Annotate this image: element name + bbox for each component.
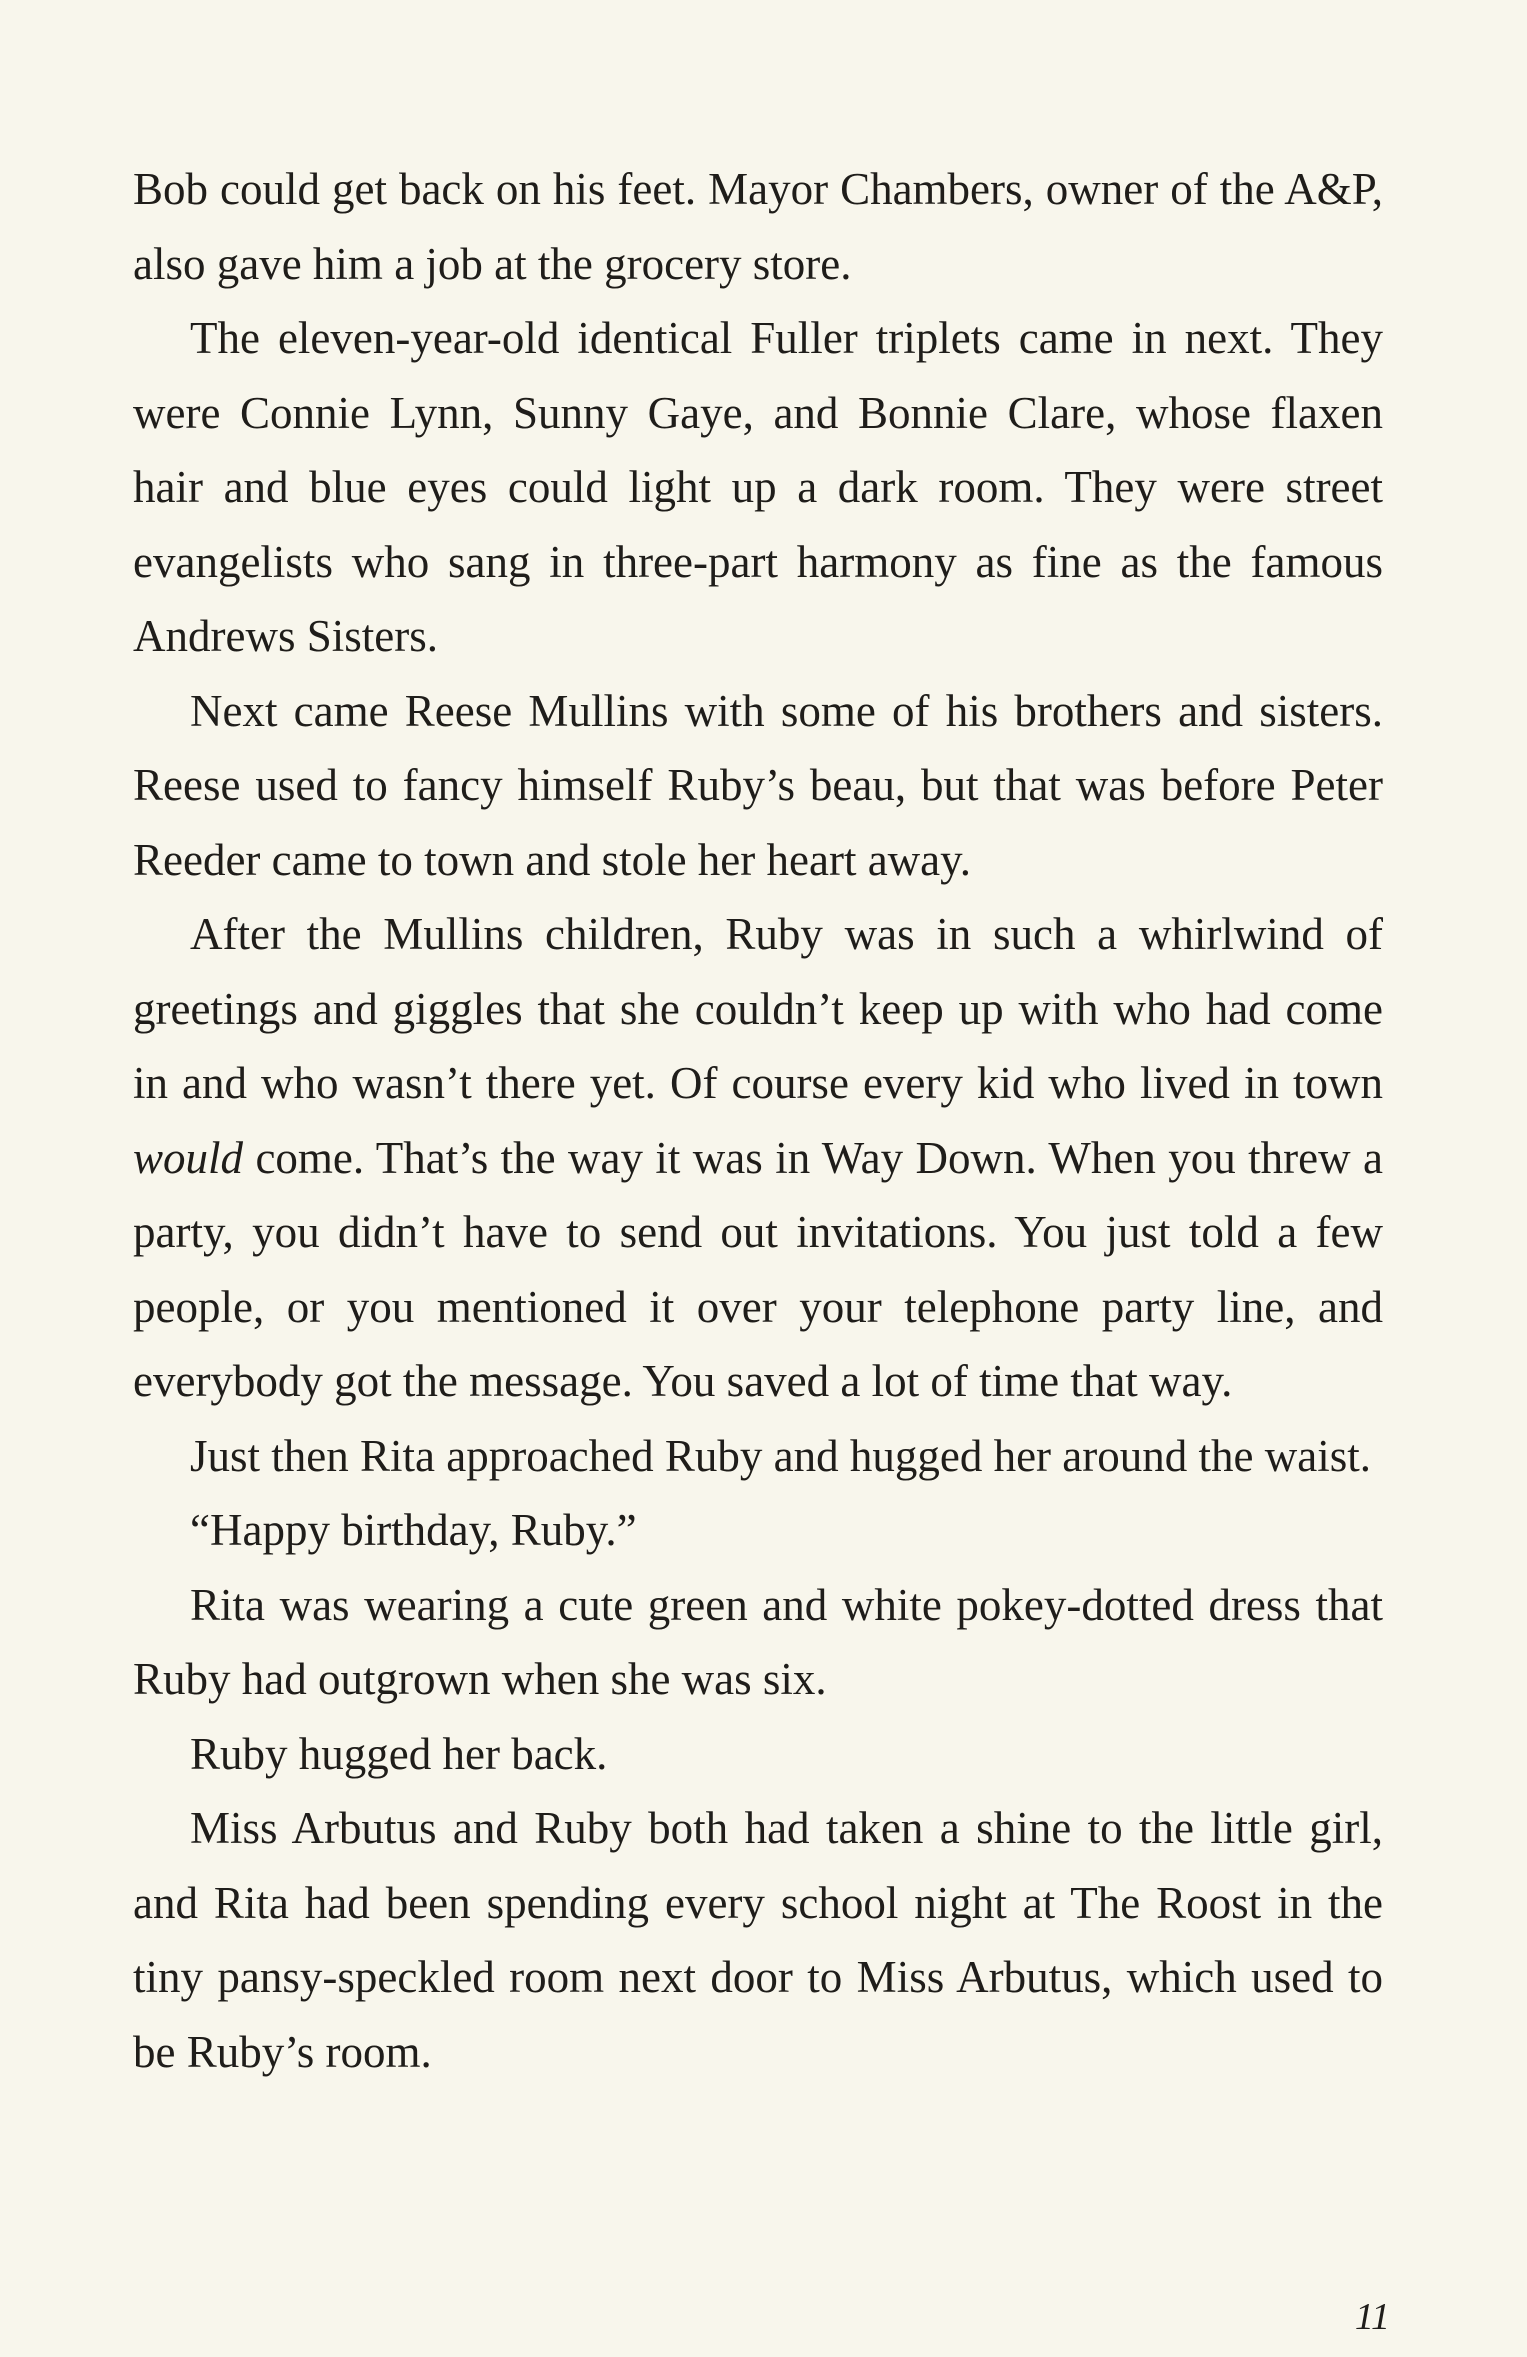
paragraph-6: “Happy birthday, Ruby.” (190, 1505, 637, 1555)
paragraph-4 (133, 897, 1383, 1419)
paragraph-3: Next came Reese Mullins with some of his brothers and sisters. Reese used to fancy himself Ruby’s beau, but that was before Peter Reeder came to town and stole her heart away. (133, 685, 1383, 885)
paragraph-4-after: come. That’s the way it was in Way Down. When you threw a party, you didn’t have to send out invitations. You just told a few people, or you mentioned it over your telephone party line, and everybody got the message. You saved a lot of time that way. (133, 1132, 1383, 1406)
paragraph-5: Just then Rita approached Ruby and hugged her around the waist. (190, 1430, 1371, 1481)
paragraph-2: The eleven-year-old identical Fuller triplets came in next. They were Connie Lynn, Sunny Gaye, and Bonnie Clare, whose flaxen hair and blue eyes could light up a dark room. They were street evangelists who sang in three-part harmony as fine as the famous Andrews Sisters. (133, 313, 1383, 661)
paragraph-7: Rita was wearing a cute green and white pokey-dotted dress that Ruby had outgrown when she was six. (133, 1579, 1383, 1704)
emphasis-would: would (133, 1132, 244, 1183)
paragraph-1: Bob could get back on his feet. Mayor Chambers, owner of the A&P, also gave him a job at the grocery store. (133, 164, 1383, 289)
body-text (133, 152, 1383, 2089)
paragraph-9: Miss Arbutus and Ruby both had taken a shine to the little girl, and Rita had been spending every school night at The Roost in the tiny pansy-speckled room next door to Miss Arbutus, which used to be Ruby’s room. (133, 1803, 1383, 2077)
paragraph-8: Ruby hugged her back. (190, 1728, 608, 1779)
paragraph-4-before: After the Mullins children, Ruby was in such a whirlwind of greetings and giggles that she couldn’t keep up with who had come in and who wasn’t there yet. Of course every kid who lived in town (133, 909, 1383, 1108)
page-number: 11 (1354, 2296, 1390, 2338)
